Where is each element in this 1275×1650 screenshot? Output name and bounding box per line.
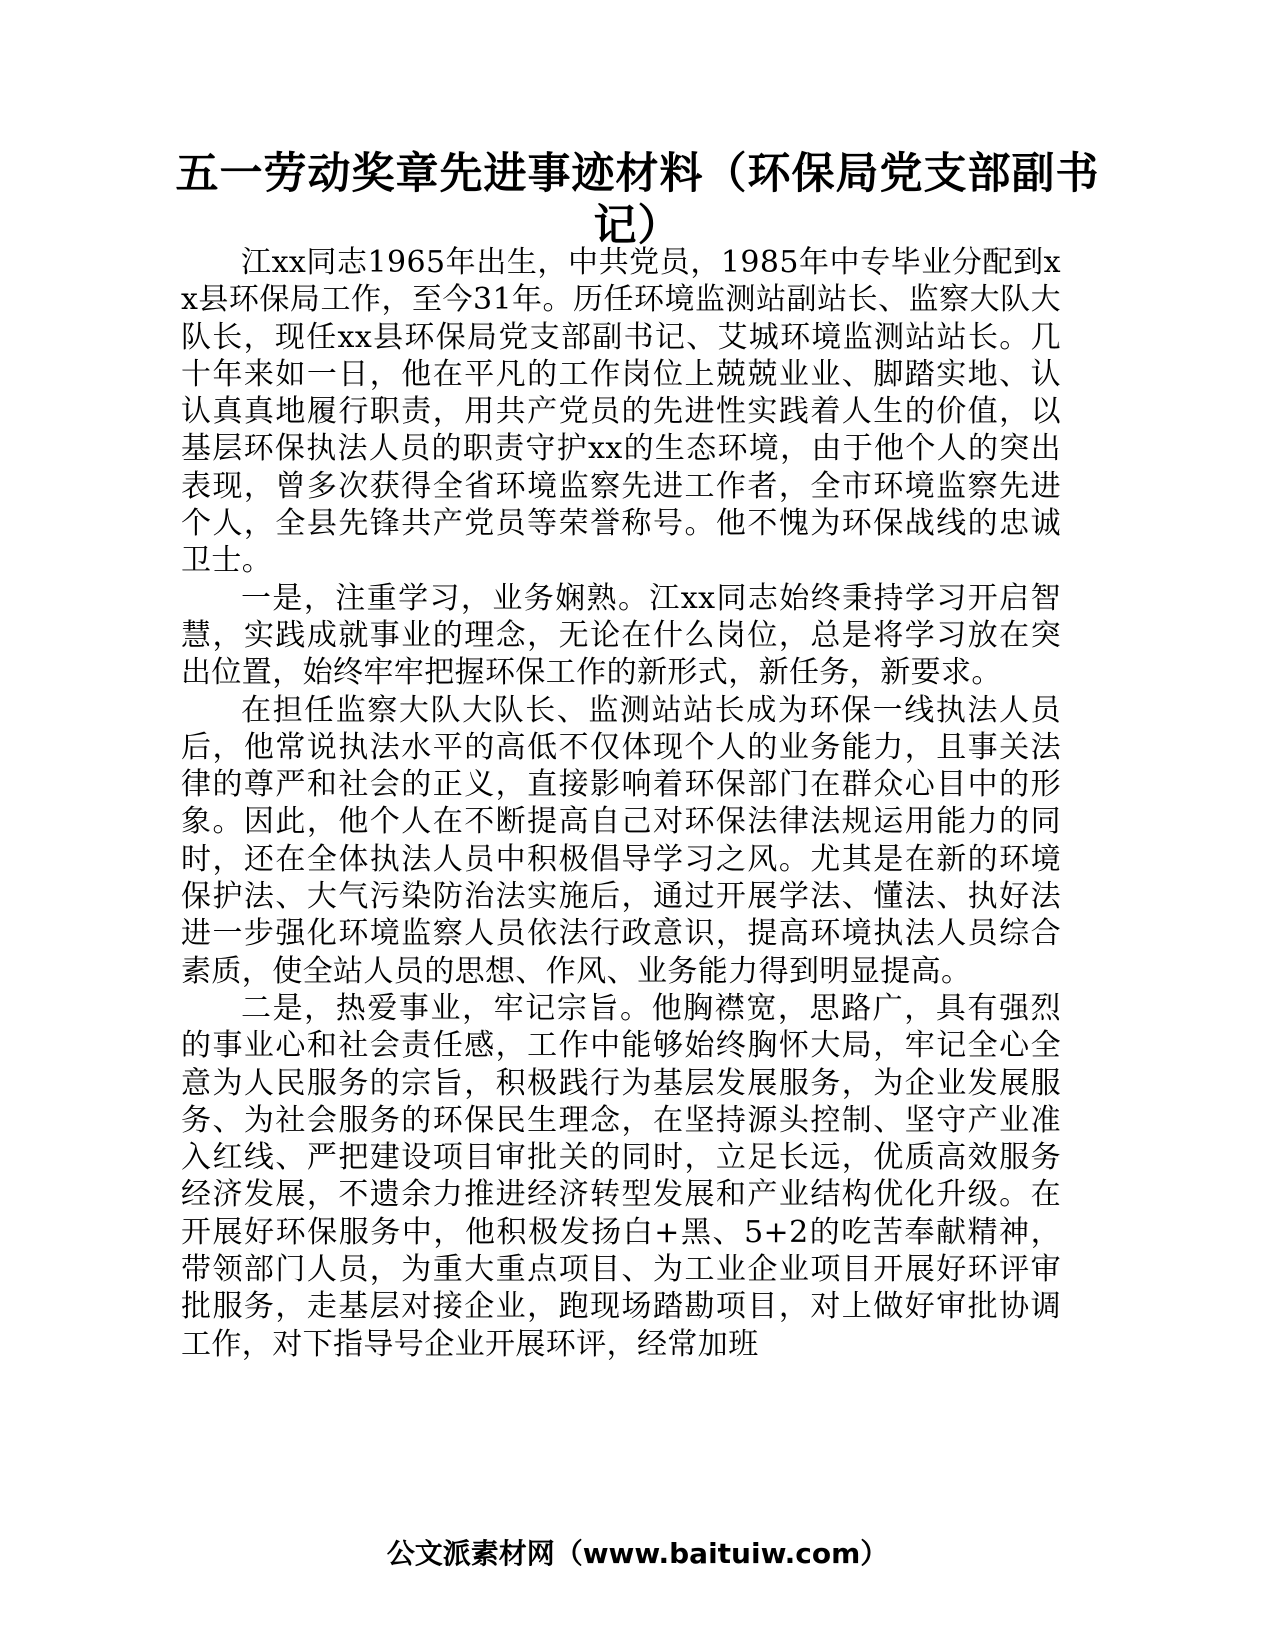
paragraph-study: 一是，注重学习，业务娴熟。江xx同志始终秉持学习开启智慧，实践成就事业的理念，无论在什么岗位，总是将学习放在突出位置，始终牢牢把握环保工作的新形式，新任务，新要求。 [181,580,1061,691]
footer-source: 公文派素材网（www.baituiw.com） [386,1537,889,1570]
paragraph-enforcement: 在担任监察大队大队长、监测站站长成为环保一线执法人员后，他常说执法水平的高低不仅体现个人的业务能力，且事关法律的尊严和社会的正义，直接影响着环保部门在群众心目中的形象。因此，他个人在不断提高自己对环保法律法规运用能力的同时，还在全体执法人员中积极倡导学习之风。尤其是在新的环境保护法、大气污染防治法实施后，通过开展学法、懂法、执好法进一步强化环境监察人员依法行政意识，提高环境执法人员综合素质，使全站人员的思想、作风、业务能力得到明显提高。 [181,692,1061,989]
document-title: 五一劳动奖章先进事迹材料（环保局党支部副书记） [175,149,1100,251]
paragraph-intro: 江xx同志1965年出生，中共党员，1985年中专毕业分配到xx县环保局工作，至今31年。历任环境监测站副站长、监察大队大队长，现任xx县环保局党支部副书记、艾城环境监测站站长。几十年来如一日，他在平凡的工作岗位上兢兢业业、脚踏实地、认认真真地履行职责，用共产党员的先进性实践着人生的价值，以基层环保执法人员的职责守护xx的生态环境，由于他个人的突出表现，曾多次获得全省环境监察先进工作者，全市环境监察先进个人，全县先锋共产党员等荣誉称号。他不愧为环保战线的忠诚卫士。 [181,245,1061,579]
document-body [181,244,1061,1363]
paragraph-dedication: 二是，热爱事业，牢记宗旨。他胸襟宽，思路广，具有强烈的事业心和社会责任感，工作中能够始终胸怀大局，牢记全心全意为人民服务的宗旨，积极践行为基层发展服务，为企业发展服务、为社会服务的环保民生理念，在坚持源头控制、坚守产业准入红线、严把建设项目审批关的同时，立足长远，优质高效服务经济发展，不遗余力推进经济转型发展和产业结构优化升级。在开展好环保服务中，他积极发扬白+黑、5+2的吃苦奉献精神，带领部门人员，为重大重点项目、为工业企业项目开展好环评审批服务，走基层对接企业，跑现场踏勘项目，对上做好审批协调工作，对下指导号企业开展环评，经常加班 [181,990,1061,1362]
